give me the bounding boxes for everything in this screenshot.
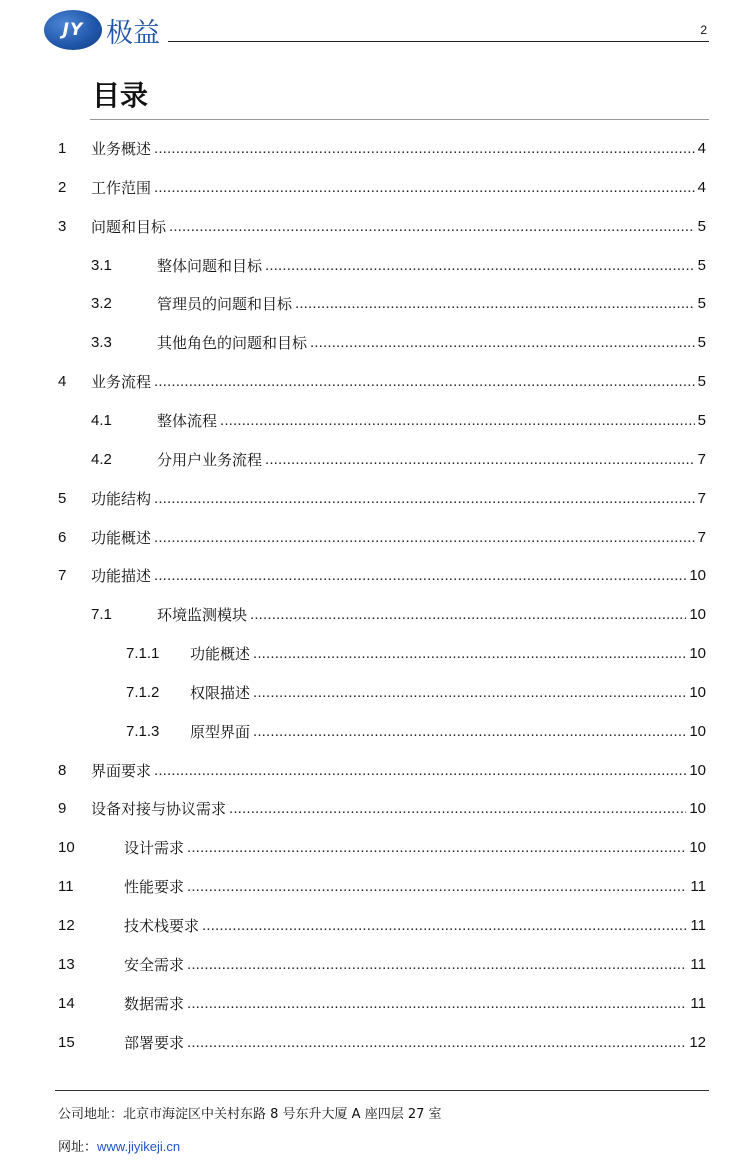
toc-entry-label: 工作范围 <box>91 178 152 197</box>
toc-entry-label: 整体流程 <box>157 411 218 430</box>
toc-entry-label: 管理员的问题和目标 <box>157 295 293 314</box>
title-rule <box>90 119 709 120</box>
toc-leader-dots <box>265 256 695 276</box>
toc-entry-label: 业务流程 <box>91 373 152 392</box>
toc-entry[interactable] <box>58 871 706 897</box>
toc-entry[interactable] <box>58 133 706 159</box>
toc-entry-number: 6 <box>58 528 67 546</box>
toc-leader-dots <box>253 722 686 742</box>
toc-entry-number: 14 <box>58 994 75 1012</box>
toc-entry[interactable] <box>58 949 706 975</box>
toc-entry-number: 3.3 <box>91 334 112 352</box>
toc-entry-number: 7.1.1 <box>126 645 160 663</box>
toc-entry-label: 设计需求 <box>124 839 185 858</box>
toc-entry-number: 7.1.3 <box>126 722 160 740</box>
toc-entry-label: 安全需求 <box>124 955 185 974</box>
toc-entry-label: 性能要求 <box>124 878 185 897</box>
toc-entry-page: 11 <box>690 917 706 934</box>
toc-entry-page: 11 <box>690 878 706 896</box>
header-rule <box>168 41 709 42</box>
toc-entry-page: 5 <box>697 217 706 235</box>
toc-title: 目录 <box>92 79 149 112</box>
toc-entry[interactable] <box>58 599 706 625</box>
logo-text: 极益 <box>106 17 160 49</box>
website-label: 网址： <box>58 1140 98 1155</box>
toc-entry-page: 10 <box>689 606 706 624</box>
toc-entry-number: 10 <box>58 839 75 857</box>
toc-leader-dots <box>265 450 695 470</box>
toc-entry[interactable] <box>58 211 706 237</box>
toc-entry[interactable] <box>58 250 706 276</box>
toc-leader-dots <box>202 916 687 936</box>
toc-leader-dots <box>187 1033 686 1053</box>
toc-leader-dots <box>187 955 687 975</box>
toc-entry-page: 4 <box>697 178 706 196</box>
toc-entry-label: 技术栈要求 <box>124 917 200 935</box>
toc-entry[interactable] <box>58 755 706 781</box>
toc-leader-dots <box>250 605 686 625</box>
toc-entry-label: 功能概述 <box>91 528 152 547</box>
toc-entry[interactable] <box>58 1027 706 1053</box>
toc-entry-page: 5 <box>697 411 706 429</box>
toc-entry-label: 数据需求 <box>124 994 185 1013</box>
toc-entry-number: 4.2 <box>91 450 112 468</box>
toc-entry-page: 5 <box>697 373 706 391</box>
toc-leader-dots <box>229 799 686 819</box>
toc-entry-page: 10 <box>689 761 706 779</box>
toc-entry-page: 11 <box>690 955 706 973</box>
toc-entry[interactable] <box>58 793 706 819</box>
toc-entry-label: 功能概述 <box>190 645 251 664</box>
toc-leader-dots <box>253 683 686 703</box>
toc-entry-label: 其他角色的问题和目标 <box>157 334 308 353</box>
toc-entry-page: 10 <box>689 645 706 663</box>
logo-mark: JY <box>44 10 102 50</box>
address-text: 北京市海淀区中关村东路 8 号东升大厦 A 座四层 27 室 <box>123 1107 442 1122</box>
toc-entry-label: 界面要求 <box>91 761 152 780</box>
toc-entry-number: 15 <box>58 1033 75 1051</box>
toc-entry[interactable] <box>58 288 706 314</box>
toc-leader-dots <box>187 877 687 897</box>
toc-entry-number: 3.2 <box>91 295 112 313</box>
toc-entry-page: 7 <box>697 528 706 546</box>
footer-rule <box>55 1090 709 1091</box>
toc-entry-page: 12 <box>689 1033 706 1051</box>
toc-entry-number: 3.1 <box>91 256 112 274</box>
toc-entry-number: 3 <box>58 217 67 235</box>
toc-entry[interactable] <box>58 483 706 509</box>
toc-entry-number: 7 <box>58 567 67 585</box>
toc-entry-label: 原型界面 <box>190 722 251 741</box>
toc-entry[interactable] <box>58 638 706 664</box>
company-logo <box>44 10 168 50</box>
toc-leader-dots <box>310 333 695 353</box>
toc-entry-number: 4.1 <box>91 411 112 429</box>
toc-entry-label: 部署要求 <box>124 1033 185 1052</box>
toc-entry-page: 7 <box>697 450 706 468</box>
website-link[interactable]: www.jiyikeji.cn <box>97 1139 181 1154</box>
toc-entry-page: 10 <box>689 567 706 585</box>
toc-entry-number: 12 <box>58 917 75 934</box>
toc-leader-dots <box>154 139 695 159</box>
toc-entry[interactable] <box>58 444 706 470</box>
toc-leader-dots <box>253 644 686 664</box>
toc-entry-label: 整体问题和目标 <box>157 256 263 275</box>
toc-leader-dots <box>154 761 686 781</box>
toc-entry-page: 5 <box>697 295 706 313</box>
toc-entry-label: 权限描述 <box>190 683 251 702</box>
toc-entry-number: 7.1.2 <box>126 683 160 701</box>
toc-entry[interactable] <box>58 522 706 548</box>
toc-leader-dots <box>154 528 695 548</box>
toc-entry-label: 功能结构 <box>91 489 152 508</box>
toc-entry[interactable] <box>58 172 706 198</box>
toc-leader-dots <box>154 372 695 392</box>
toc-entry-page: 10 <box>689 683 706 701</box>
toc-entry[interactable] <box>58 832 706 858</box>
toc-entry-label: 分用户业务流程 <box>157 450 263 469</box>
toc-leader-dots <box>154 178 695 198</box>
toc-entry-number: 9 <box>58 800 67 818</box>
toc-entry-page: 5 <box>697 256 706 274</box>
toc-leader-dots <box>295 294 695 314</box>
toc-entry[interactable] <box>58 716 706 742</box>
toc-entry[interactable] <box>58 677 706 703</box>
toc-entry[interactable] <box>58 327 706 353</box>
toc-entry-label: 环境监测模块 <box>157 606 248 625</box>
toc-entry[interactable] <box>58 910 706 936</box>
toc-leader-dots <box>220 411 695 431</box>
toc-entry-number: 8 <box>58 761 67 779</box>
toc-leader-dots <box>154 489 695 509</box>
toc-entry[interactable] <box>58 988 706 1014</box>
toc-entry-number: 7.1 <box>91 606 112 624</box>
toc-leader-dots <box>169 217 695 237</box>
toc-entry-number: 13 <box>58 955 75 973</box>
toc-entry-number: 1 <box>58 140 67 157</box>
toc-entry-page: 10 <box>689 800 706 818</box>
toc-entry-page: 7 <box>697 489 706 507</box>
toc-entry-number: 5 <box>58 489 67 507</box>
toc-entry-page: 4 <box>697 140 706 157</box>
toc-entry-label: 问题和目标 <box>91 217 167 236</box>
toc-leader-dots <box>187 838 686 858</box>
toc-leader-dots <box>154 566 686 586</box>
toc-entry[interactable] <box>58 560 706 586</box>
toc-leader-dots <box>187 994 687 1014</box>
toc-entry-page: 11 <box>690 994 706 1012</box>
toc-entry-page: 10 <box>689 722 706 740</box>
toc-entry-number: 2 <box>58 178 67 196</box>
toc-entry-label: 功能描述 <box>91 567 152 586</box>
toc-entry[interactable] <box>58 405 706 431</box>
toc-entry[interactable] <box>58 366 706 392</box>
toc-entry-page: 10 <box>689 839 706 857</box>
toc-entry-label: 设备对接与协议需求 <box>91 800 227 819</box>
footer-website <box>58 1136 180 1155</box>
address-label: 公司地址： <box>58 1107 124 1122</box>
toc-entry-label: 业务概述 <box>91 140 152 158</box>
toc-entry-number: 11 <box>58 878 74 896</box>
page-number: 2 <box>700 23 707 37</box>
footer-address <box>58 1103 442 1122</box>
toc-entry-page: 5 <box>697 334 706 352</box>
toc-entry-number: 4 <box>58 373 67 391</box>
